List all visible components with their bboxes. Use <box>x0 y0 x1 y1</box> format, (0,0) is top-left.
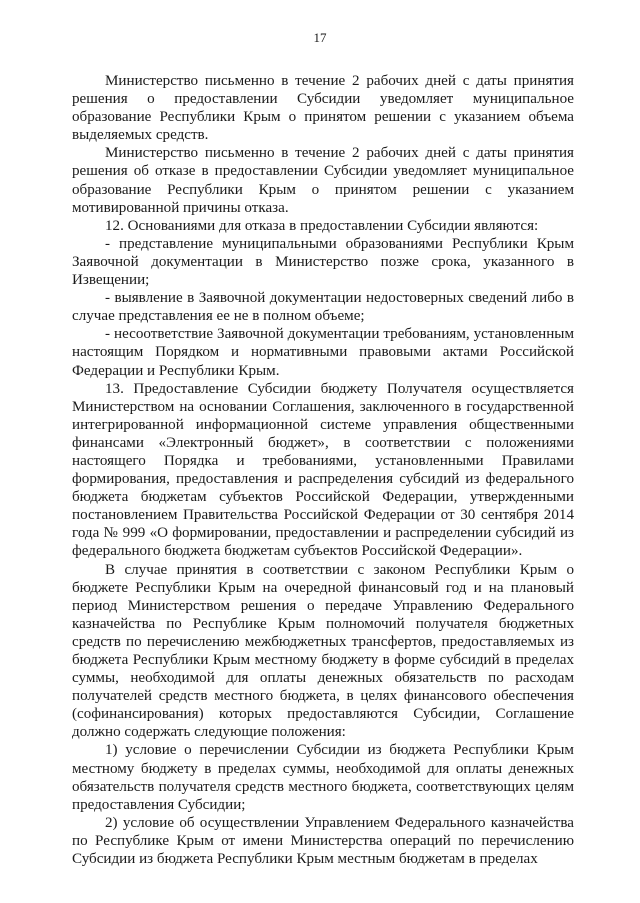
paragraph-section-13: 13. Предоставление Субсидии бюджету Получателя осуществляется Министерством на основании Соглашения, заключенного в государственной интегрированной информационной системе управления общественными финансами «Электронный бюджет», в соответствии с положениями настоящего Порядка и требованиями, установленными Правилами формирования, предоставления и распределения субсидий из федерального бюджета бюджетам субъектов Российской Федерации, утвержденными постановлением Правительства Российской Федерации от 30 сентября 2014 года № 999 «О формировании, предоставлении и распределении субсидий из федерального бюджета бюджетам субъектов Российской Федерации». <box>72 380 574 560</box>
paragraph-refusal-grounds: 12. Основаниями для отказа в предоставлении Субсидии являются: <box>105 217 539 234</box>
list-item-condition-2: 2) условие об осуществлении Управлением Федерального казначейства по Республике Крым от имени Министерства операций по перечислению Субсидии из бюджета Республики Крым местным бюджетам в пределах <box>72 814 574 868</box>
paragraph-treasury-transfer: В случае принятия в соответствии с законом Республики Крым о бюджете Республики Крым на очередной финансовый год и на плановый период Министерством решения о передаче Управлению Федерального казначейства по Республике Крым полномочий получателя бюджетных средств по перечислению межбюджетных трансфертов, предоставляемых из бюджета Республики Крым местному бюджету в форме субсидий в пределах суммы, необходимой для оплаты денежных обязательств по расходам получателей средств местного бюджета, в целях финансового обеспечения (софинансирования) которых предоставляются Субсидии, Соглашение должно содержать следующие положения: <box>72 561 574 741</box>
list-item-false-information: - выявление в Заявочной документации недостоверных сведений либо в случае представления ее не в полном объеме; <box>72 290 574 325</box>
paragraph-subsidy-notification: Министерство письменно в течение 2 рабочих дней с даты принятия решения о предоставлении Субсидии уведомляет муниципальное образование Республики Крым о принятом решении с указанием объема выделяемых средств. <box>72 73 574 144</box>
list-item-condition-1: 1) условие о перечислении Субсидии из бюджета Республики Крым местному бюджету в пределах суммы, необходимой для оплаты денежных обязательств получателя средств местного бюджета, соответствующих целям предоставления Субсидии; <box>72 742 574 813</box>
list-item-late-submission: - представление муниципальными образованиями Республики Крым Заявочной документации в Министерство позже срока, указанного в Извещении; <box>72 235 574 289</box>
list-item-noncompliance: - несоответствие Заявочной документации требованиям, установленным настоящим Порядком и нормативными правовыми актами Российской Федерации и Республики Крым. <box>72 326 574 379</box>
page-number: 17 <box>313 30 327 45</box>
paragraph-refusal-notification: Министерство письменно в течение 2 рабочих дней с даты принятия решения об отказе в предоставлении Субсидии уведомляет муниципальное образование Республики Крым о принятом решении с указанием мотивированной причины отказа. <box>72 145 574 216</box>
document-body <box>72 72 574 868</box>
